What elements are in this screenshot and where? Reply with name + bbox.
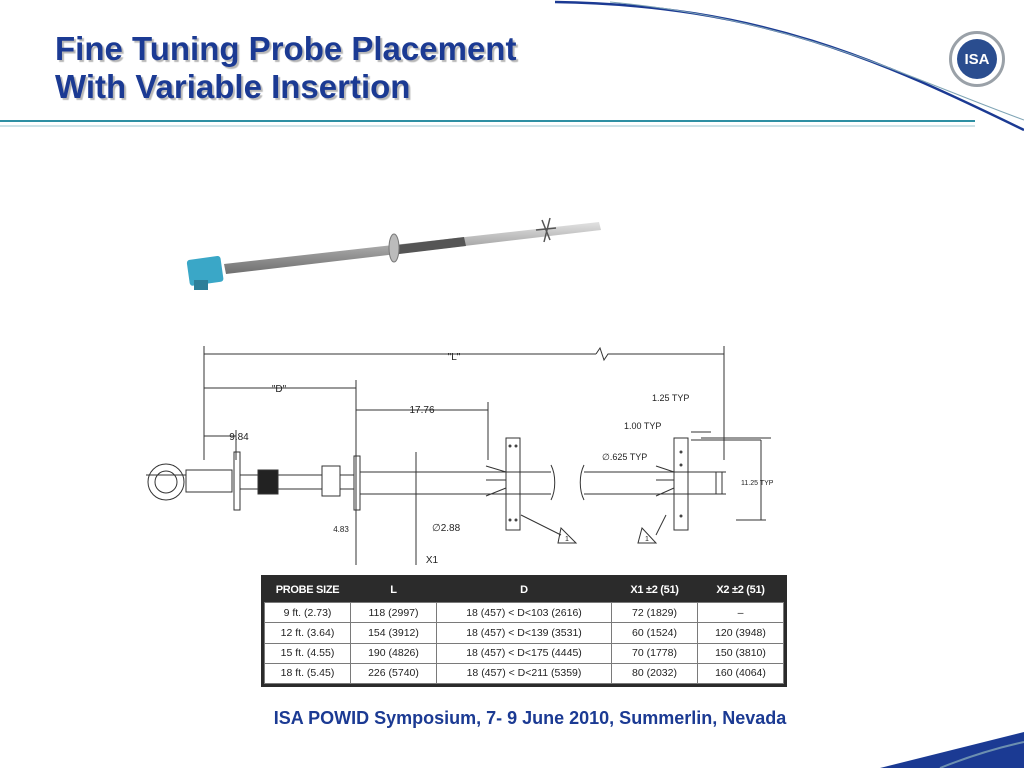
slide-footer: ISA POWID Symposium, 7- 9 June 2010, Summerlin, Nevada xyxy=(273,708,787,728)
table-cell: 72 (1829) xyxy=(612,603,698,623)
table-cell: 154 (3912) xyxy=(351,623,437,643)
slide-title xyxy=(55,30,516,106)
isa-logo-text: ISA xyxy=(957,39,997,79)
table-cell: – xyxy=(698,603,784,623)
col-header-D: D xyxy=(437,578,612,603)
table-cell: 150 (3810) xyxy=(698,643,784,663)
isa-logo xyxy=(949,31,1005,87)
table-cell: 9 ft. (2.73) xyxy=(265,603,351,623)
dim-D-label: "D" xyxy=(271,384,287,395)
table-cell: 160 (4064) xyxy=(698,663,784,683)
dim-125typ-label: 1.25 TYP xyxy=(652,393,690,403)
table-cell: 118 (2997) xyxy=(351,603,437,623)
table-cell: 226 (5740) xyxy=(351,663,437,683)
dim-1125typ-label: 11.25 TYP xyxy=(741,480,774,487)
dim-984-label: 9.84 xyxy=(229,432,249,443)
table-cell: 60 (1524) xyxy=(612,623,698,643)
col-header-L: L xyxy=(351,578,437,603)
table-row xyxy=(265,603,784,623)
dim-L-label: "L" xyxy=(447,352,461,363)
table-cell: 18 (457) < D<103 (2616) xyxy=(437,603,612,623)
probe-photo xyxy=(184,212,604,302)
title-line-2: With Variable Insertion xyxy=(55,68,411,105)
table-cell: 70 (1778) xyxy=(612,643,698,663)
note-flag-1: 1 xyxy=(565,536,569,543)
col-header-X1: X1 ±2 (51) xyxy=(612,578,698,603)
dim-dia288-label: ∅2.88 xyxy=(432,523,461,534)
table-header-row xyxy=(265,578,784,603)
dim-483-label: 4.83 xyxy=(333,525,349,534)
table-row xyxy=(265,643,784,663)
table-row xyxy=(265,623,784,643)
table-cell: 120 (3948) xyxy=(698,623,784,643)
table-cell: 18 (457) < D<211 (5359) xyxy=(437,663,612,683)
table-cell: 80 (2032) xyxy=(612,663,698,683)
dim-dia625typ-label: ∅.625 TYP xyxy=(602,452,648,462)
table-cell: 190 (4826) xyxy=(351,643,437,663)
table-cell: 18 ft. (5.45) xyxy=(265,663,351,683)
col-header-probe-size: PROBE SIZE xyxy=(265,578,351,603)
dim-100typ-label: 1.00 TYP xyxy=(624,421,662,431)
dimension-drawing xyxy=(136,340,796,570)
table-cell: 18 (457) < D<139 (3531) xyxy=(437,623,612,643)
dim-1776-label: 17.76 xyxy=(409,405,435,416)
col-header-X2: X2 ±2 (51) xyxy=(698,578,784,603)
title-line-1: Fine Tuning Probe Placement xyxy=(55,30,517,67)
table-cell: 15 ft. (4.55) xyxy=(265,643,351,663)
table-cell: 12 ft. (3.64) xyxy=(265,623,351,643)
table-cell: 18 (457) < D<175 (4445) xyxy=(437,643,612,663)
note-flag-2: 1 xyxy=(645,536,649,543)
table-row xyxy=(265,663,784,683)
dim-X1-label: X1 xyxy=(425,555,439,566)
probe-size-table xyxy=(261,575,787,687)
